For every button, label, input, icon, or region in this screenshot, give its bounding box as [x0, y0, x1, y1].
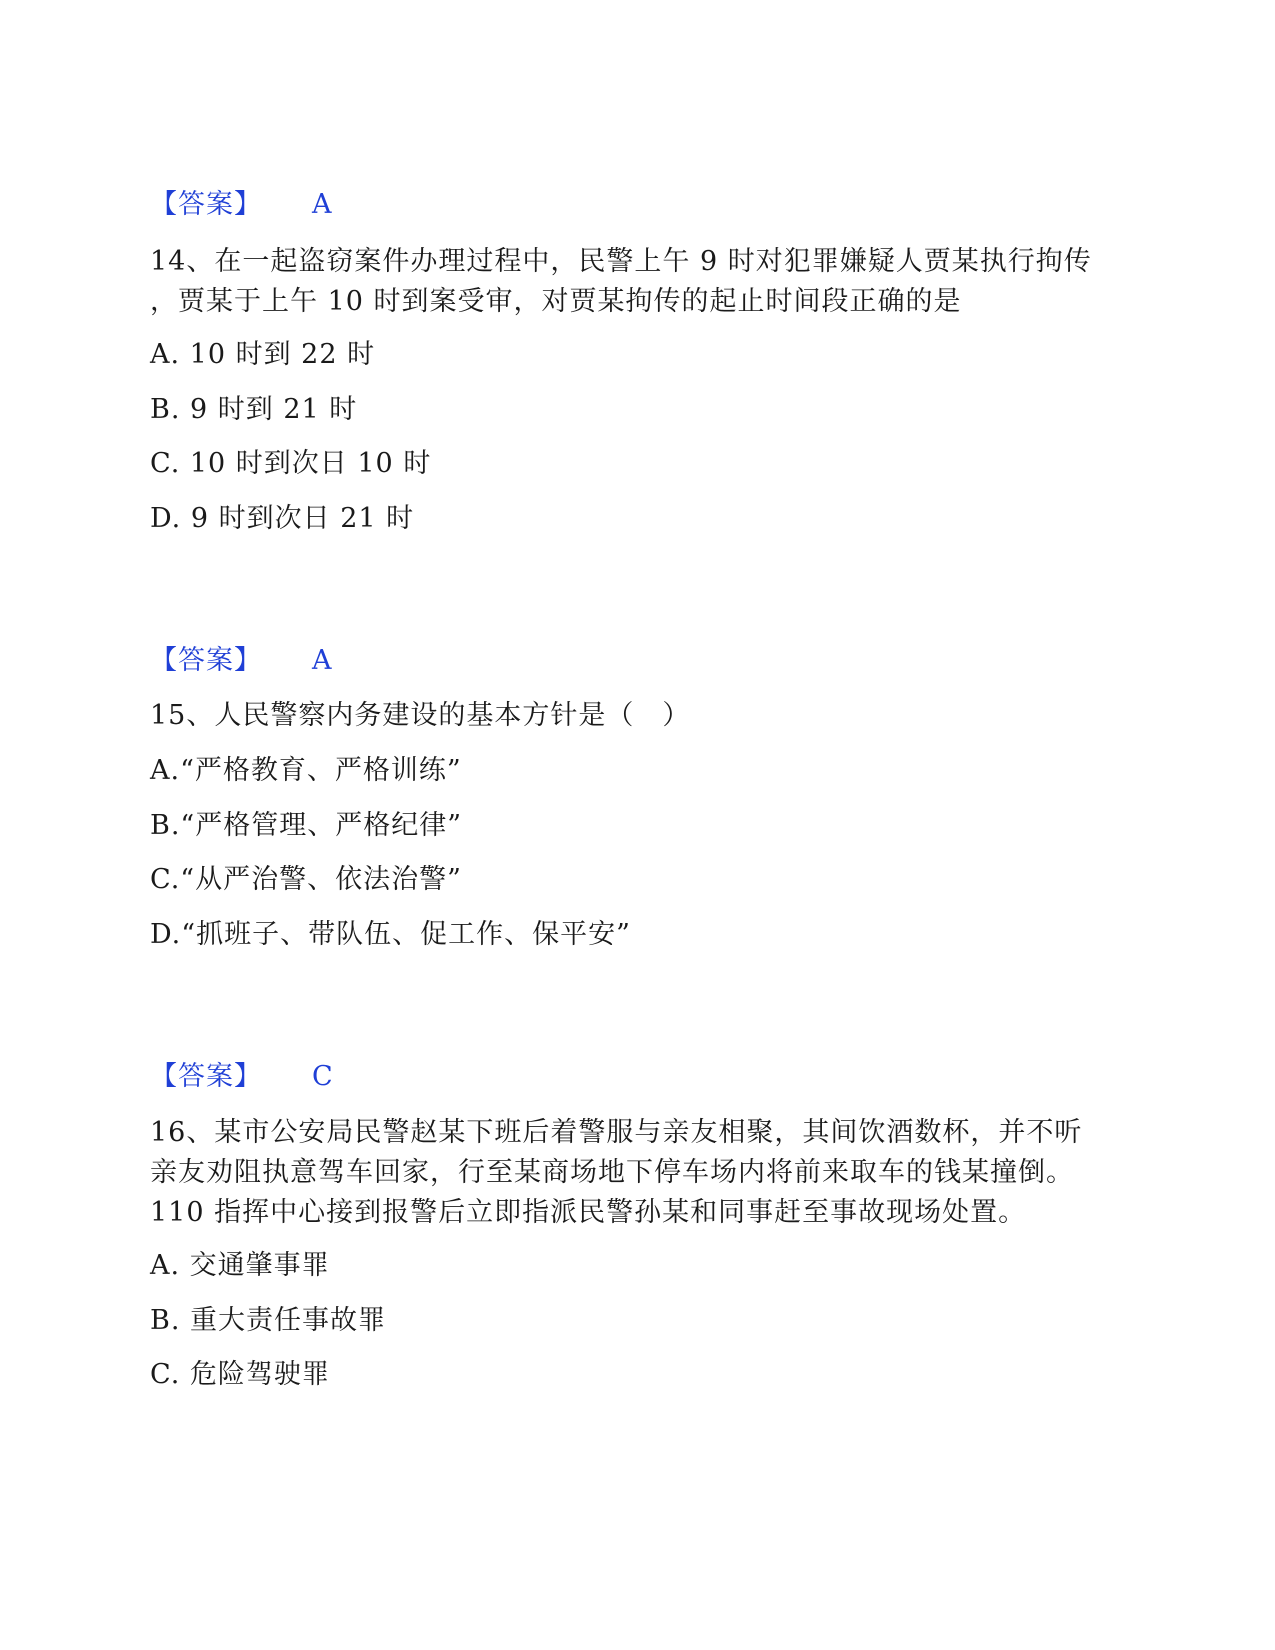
option-c: C. 危险驾驶罪: [150, 1359, 330, 1390]
question-text: 14、在一起盗窃案件办理过程中，民警上午 9 时对犯罪嫌疑人贾某执行拘传: [150, 246, 1092, 277]
question-text: 15、人民警察内务建设的基本方针是（ ）: [150, 700, 691, 731]
option-c: C. 10 时到次日 10 时: [150, 448, 432, 479]
option-b: B.“严格管理、严格纪律”: [150, 810, 463, 841]
option-c: C.“从严治警、依法治警”: [150, 864, 462, 895]
answer-value: A: [312, 189, 333, 220]
answer-label: 【答案】: [150, 1061, 262, 1092]
option-d: D. 9 时到次日 21 时: [150, 503, 415, 534]
answer-value: A: [312, 645, 333, 676]
option-d: D.“抓班子、带队伍、促工作、保平安”: [150, 919, 631, 950]
question-text: 110 指挥中心接到报警后立即指派民警孙某和同事赶至事故现场处置。: [150, 1197, 1027, 1228]
option-b: B. 重大责任事故罪: [150, 1305, 387, 1336]
answer-label: 【答案】: [150, 645, 262, 676]
option-a: A. 10 时到 22 时: [150, 339, 376, 370]
answer-label: 【答案】: [150, 189, 262, 220]
answer-line: [150, 1057, 334, 1097]
answer-line: [150, 641, 333, 681]
option-a: A. 交通肇事罪: [150, 1250, 330, 1281]
option-a: A.“严格教育、严格训练”: [150, 755, 462, 786]
option-b: B. 9 时到 21 时: [150, 394, 358, 425]
question-text: 亲友劝阻执意驾车回家，行至某商场地下停车场内将前来取车的钱某撞倒。: [150, 1157, 1074, 1188]
answer-line: [150, 185, 333, 225]
answer-value: C: [312, 1061, 334, 1092]
question-text: 16、某市公安局民警赵某下班后着警服与亲友相聚，其间饮酒数杯，并不听: [150, 1117, 1083, 1148]
question-text: ，贾某于上午 10 时到案受审，对贾某拘传的起止时间段正确的是: [150, 286, 962, 317]
